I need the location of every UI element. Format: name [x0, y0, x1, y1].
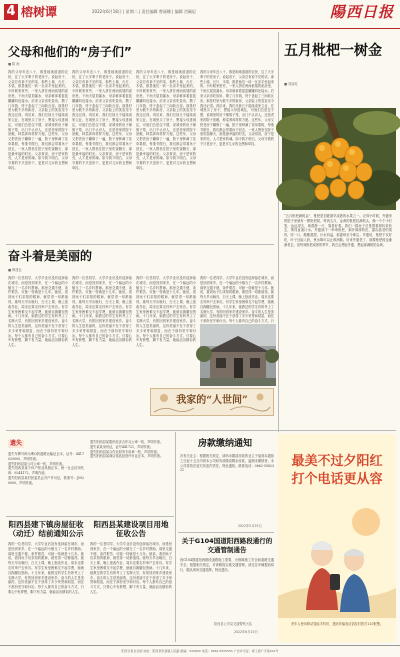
notice-item: 遗失车牌号码为粤Q的道路运输证正本，证号：4417020000，声明作废。	[8, 452, 84, 461]
notice-item: 遗失阳西县某股份经济合作社公章一枚，声明作废。	[90, 440, 164, 444]
notice-divider	[6, 516, 174, 517]
notice-item: 遗失阳西县某个体户营业执照正本，统一社会信用代码：9244172，声明作废。	[8, 466, 84, 476]
notice-item: 遗失阳西县某村民委员会开户许可证，核准号：J5920000，声明作废。	[8, 475, 84, 485]
ad-illustration	[278, 496, 396, 618]
article1-column-2: 我的父母年近八十，都是地地道道的农民，住了大半辈子的老房子。说起房子，父亲总有说不完的话，那些土墙、瓦片、木梁，都是他们一砖一瓦亲手垒起来的。小时候家里穷，一家人挤在两间低矮的泥房里，下雨天屋顶漏水，母亲就拿着盆盆罐罐四处接水。后来父亲省吃俭用，攒了几年钱，终于盖起了三间砖瓦房。那是村里为数不多的新房，父亲脸上的笑容至今我还记得。再后来，我们兄妹几个陆续成家立业，在城里买了房子，想接父母进城住，可他们总是住不惯，说城里的房子像鸽子笼，出门不认识人，还是老家的院子宽敞，种菜养鸡样样方便。这些年，父母又把老房子翻修了一遍，院子里种满了花草果树，每逢节假日，我们都会带着孩子回去，一家人围坐在院子里吃饭聊天，那是最幸福的时光。父亲常说，房子是家的壳，人才是家的魂。如今我才明白，父母守着的不只是房子，更是对儿女的念想和牵挂。	[72, 70, 132, 170]
banner-text: 我家的“人世间”	[176, 395, 248, 406]
article1-column-4: 我的父母年近八十，都是地地道道的农民，住了大半辈子的老房子。说起房子，父亲总有说不完的话，那些土墙、瓦片、木梁，都是他们一砖一瓦亲手垒起来的。小时候家里穷，一家人挤在两间低矮的泥房里，下雨天屋顶漏水，母亲就拿着盆盆罐罐四处接水。后来父亲省吃俭用，攒了几年钱，终于盖起了三间砖瓦房。那是村里为数不多的新房，父亲脸上的笑容至今我还记得。再后来，我们兄妹几个陆续成家立业，在城里买了房子，想接父母进城住，可他们总是住不惯，说城里的房子像鸽子笼，出门不认识人，还是老家的院子宽敞，种菜养鸡样样方便。这些年，父母又把老房子翻修了一遍，院子里种满了花草果树，每逢节假日，我们都会带着孩子回去，一家人围坐在院子里吃饭聊天，那是最幸福的时光。父亲常说，房子是家的壳，人才是家的魂。如今我才明白，父母守着的不只是房子，更是对儿女的念想和牵挂。	[200, 70, 274, 146]
road-notice-date: 2022年6月15日	[234, 630, 258, 634]
section-title: 榕树谭	[21, 5, 58, 19]
lost-notices-col-1	[8, 452, 84, 512]
notice-label: 遗失	[10, 440, 23, 447]
notice-column-divider	[175, 432, 176, 642]
article3-title: 五月枇杷一树金	[284, 43, 382, 59]
ad-headline-2: 打个电话更从容	[291, 472, 383, 487]
section-divider	[6, 244, 274, 245]
loquat-photo	[282, 108, 396, 210]
article1-column-1: 我的父母年近八十，都是地地道道的农民，住了大半辈子的老房子。说起房子，父亲总有说不完的话，那些土墙、瓦片、木梁，都是他们一砖一瓦亲手垒起来的。小时候家里穷，一家人挤在两间低矮的泥房里，下雨天屋顶漏水，母亲就拿着盆盆罐罐四处接水。后来父亲省吃俭用，攒了几年钱，终于盖起了三间砖瓦房。那是村里为数不多的新房，父亲脸上的笑容至今我还记得。再后来，我们兄妹几个陆续成家立业，在城里买了房子，想接父母进城住，可他们总是住不惯，说城里的房子像鸽子笼，出门不认识人，还是老家的院子宽敞，种菜养鸡样样方便。这些年，父母又把老房子翻修了一遍，院子里种满了花草果树，每逢节假日，我们都会带着孩子回去，一家人围坐在院子里吃饭聊天，那是最幸福的时光。父亲常说，房子是家的壳，人才是家的魂。如今我才明白，父母守着的不只是房子，更是对儿女的念想和牵挂。	[8, 70, 68, 170]
house-notice-date: 2022年5月25日	[238, 524, 262, 528]
issue-meta: 2022年6月18日 | 星期二 | 责任编辑 曾丽娜 | 编辑 肖佩妃	[92, 9, 197, 14]
column-banner	[150, 388, 274, 416]
article1-column-3: 我的父母年近八十，都是地地道道的农民，住了大半辈子的老房子。说起房子，父亲总有说不完的话，那些土墙、瓦片、木梁，都是他们一砖一瓦亲手垒起来的。小时候家里穷，一家人挤在两间低矮的泥房里，下雨天屋顶漏水，母亲就拿着盆盆罐罐四处接水。后来父亲省吃俭用，攒了几年钱，终于盖起了三间砖瓦房。那是村里为数不多的新房，父亲脸上的笑容至今我还记得。再后来，我们兄妹几个陆续成家立业，在城里买了房子，想接父母进城住，可他们总是住不惯，说城里的房子像鸽子笼，出门不认识人，还是老家的院子宽敞，种菜养鸡样样方便。这些年，父母又把老房子翻修了一遍，院子里种满了花草果树，每逢节假日，我们都会带着孩子回去，一家人围坐在院子里吃饭聊天，那是最幸福的时光。父亲常说，房子是家的壳，人才是家的魂。如今我才明白，父母守着的不只是房子，更是对儿女的念想和牵挂。	[136, 70, 196, 170]
article2-column-4: 我的一位老同学，大学毕业后没有选择留在城市，而是回到家乡，在一个偏远的小镇当了一名乡村教师。那里交通不便，条件艰苦，可她一待就是十几年。她说，看到孩子们求知的眼神，就觉得一切都值得。她每天早出晚归，白天上课，晚上批改作业，周末还要走村串户去家访。有学生家里困难交不起学费，她就自掏腰包资助。十几年来，她教过的学生有的考上了名牌大学，有的回到家乡建设家乡。奋斗的人生是美丽的，这份美丽不在于获得了多少荣誉和财富，而在于那份坚守和付出。每个人都有自己的奋斗方式，只	[200, 276, 274, 324]
article3-body: “五月枇杷满树金”，枇杷是初夏最早成熟的水果之一。记得小时候，外婆家的院子里就有一棵枇杷树，每到五月，金黄的枇杷挂满枝头，像一个个小灯笼，远远望去，黄澄澄一片，煞是好看。我们一群孩子总是围着树转来转去，馋得直流口水。外婆摘下一串串枇杷，剥开薄薄的皮，露出晶莹的果肉，咬一口，酸酸甜甜，汁水四溢，那滋味至今难忘。外婆说，枇杷不仅好吃，叶子还能入药，煮水喝可以止咳润肺。后来外婆老了，那棵枇杷树也渐渐老去，但每到枇杷成熟的季节，我总会想起外婆，想起那满树的金黄。	[284, 214, 392, 247]
article3-byline: ■ 刘丽英	[284, 82, 298, 86]
column-divider	[278, 32, 279, 432]
notice-item: 遗失某某身份证，证号441721，声明作废。	[90, 444, 154, 449]
article2-byline: ■ 梅建业	[8, 268, 22, 272]
house-notice-title: 房款缴纳通知	[197, 439, 252, 449]
page-footer: 阳西日报社出版 地址：阳西县织篢镇人民路 邮编：529800 电话：0662-5555555 广告许可证：粤工商广字第001号	[0, 645, 400, 657]
notice-item: 遗失阳西县某公司公章一枚，声明作废。	[8, 461, 66, 466]
page-number: 4	[4, 4, 18, 20]
article2-column-2: 我的一位老同学，大学毕业后没有选择留在城市，而是回到家乡，在一个偏远的小镇当了一名乡村教师。那里交通不便，条件艰苦，可她一待就是十几年。她说，看到孩子们求知的眼神，就觉得一切都值得。她每天早出晚归，白天上课，晚上批改作业，周末还要走村串户去家访。有学生家里困难交不起学费，她就自掏腰包资助。十几年来，她教过的学生有的考上了名牌大学，有的回到家乡建设家乡。奋斗的人生是美丽的，这份美丽不在于获得了多少荣誉和财富，而在于那份坚守和付出。每个人都有自己的奋斗方式，只要心中有梦想，脚下有力量，就能活出精彩的人生。	[72, 276, 132, 348]
notice-item: 遗失阳西县某商店食品经营许可证正本，声明作废。	[90, 454, 164, 459]
road-notice-divider	[178, 532, 274, 533]
house-notice-body: 各有关业主：根据相关规定，请尚未缴清房款的业主于接到本通知之日起十五日内到本公司财务部缴清剩余房款，逾期未缴纳者，本公司将依法追究其违约责任。特此通知。联系电话：0662-5582321	[180, 454, 274, 473]
article1-title: 父母和他们的“房子们”	[8, 45, 132, 59]
article2-title: 奋斗着是美丽的	[8, 249, 93, 263]
notice-body-a: 我的一位老同学，大学毕业后没有选择留在城市，而是回到家乡，在一个偏远的小镇当了一名乡村教师。那里交通不便，条件艰苦，可她一待就是十几年。她说，看到孩子们求知的眼神，就觉得一切都值得。她每天早出晚归，白天上课，晚上批改作业，周末还要走村串户去家访。有学生家里困难交不起学费，她就自掏腰包资助。十几年来，她教过的学生有的考上了名牌大学，有的回到家乡建设家乡。奋斗的人生是美丽的，这份美丽不在于获得了多少荣誉和财富，而在于那份坚守和付出。每个人都有自己的奋斗方式，只要心中有梦想，脚下有力量，就能活出精彩的人生。	[8, 542, 84, 594]
ad-footer: 老年人使用移动智能手机时，遇到诈骗电话请及时拨打110报警。	[290, 622, 384, 626]
article2-column-3: 我的一位老同学，大学毕业后没有选择留在城市，而是回到家乡，在一个偏远的小镇当了一名乡村教师。那里交通不便，条件艰苦，可她一待就是十几年。她说，看到孩子们求知的眼神，就觉得一切都值得。她每天早出晚归，白天上课，晚上批改作业，周末还要走村串户去家访。有学生家里困难交不起学费，她就自掏腰包资助。十几年来，她教过的学生有的考上了名牌大学，有的回到家乡建设家乡。奋斗的人生是美丽的，这份美丽不在于获得了多少荣誉和财富，而在于那份坚守和付出。每个人都有自己的奋斗方式，只要心中有梦想，脚下有力量，就能活出精彩的人生。	[136, 276, 196, 348]
masthead-logo: 陽西日报	[329, 3, 394, 21]
article2-column-1: 我的一位老同学，大学毕业后没有选择留在城市，而是回到家乡，在一个偏远的小镇当了一名乡村教师。那里交通不便，条件艰苦，可她一待就是十几年。她说，看到孩子们求知的眼神，就觉得一切都值得。她每天早出晚归，白天上课，晚上批改作业，周末还要走村串户去家访。有学生家里困难交不起学费，她就自掏腰包资助。十几年来，她教过的学生有的考上了名牌大学，有的回到家乡建设家乡。奋斗的人生是美丽的，这份美丽不在于获得了多少荣誉和财富，而在于那份坚守和付出。每个人都有自己的奋斗方式，只要心中有梦想，脚下有力量，就能活出精彩的人生。	[8, 276, 68, 348]
bottom-divider	[6, 430, 396, 431]
public-service-ad	[278, 434, 396, 642]
notice-item: 遗失阳西县某合作社财务专用章一枚，声明作废。	[90, 449, 161, 454]
notice-title-b: 阳西县某建设项目用地征收公告	[93, 520, 169, 538]
notice-body-b: 我的一位老同学，大学毕业后没有选择留在城市，而是回到家乡，在一个偏远的小镇当了一名乡村教师。那里交通不便，条件艰苦，可她一待就是十几年。她说，看到孩子们求知的眼神，就觉得一切都值得。她每天早出晚归，白天上课，晚上批改作业，周末还要走村串户去家访。有学生家里困难交不起学费，她就自掏腰包资助。十几年来，她教过的学生有的考上了名牌大学，有的回到家乡建设家乡。奋斗的人生是美丽的，这份美丽不在于获得了多少荣誉和财富，而在于那份坚守和付出。每个人都有自己的奋斗方式，只要心中有梦想，脚下有力量，就能活出精彩的人生。	[90, 542, 172, 594]
lost-notices-col-2	[90, 440, 172, 514]
notice-title-a: 阳西县建下镇房屋征收（动迁）结前通知公示	[8, 520, 84, 538]
road-notice-title: 关于G104国道阳西路段通行的交通管制通告	[181, 537, 273, 554]
road-notice-signature: 阳西县公安局交通警察大队	[214, 622, 253, 626]
ad-headline-1: 最美不过夕阳红	[291, 454, 383, 469]
road-notice-body: 因G104国道阳西路段道路施工需要，为保障施工安全和道路交通安全，根据相关规定，对该路段实施交通管制，请过往车辆提前绕行，服从现场交通指挥。特此通告。	[180, 558, 274, 572]
article1-byline: ■ 陈 雨	[8, 62, 20, 66]
house-photo	[200, 324, 276, 386]
